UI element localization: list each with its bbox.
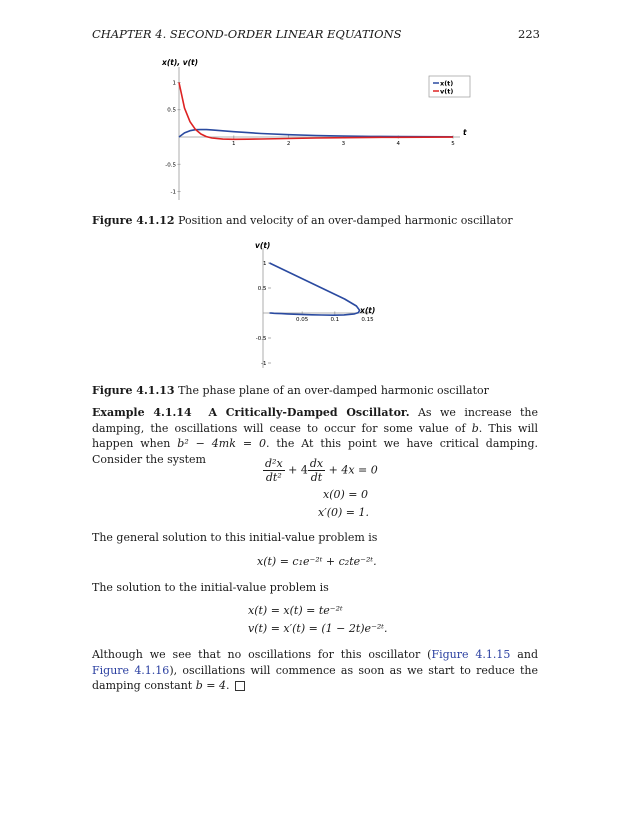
example-label: Example 4.1.14 <box>92 406 192 419</box>
series-line-xt <box>179 130 453 138</box>
qed-square-icon <box>235 681 245 691</box>
y-axis-label: v(t) <box>255 241 271 250</box>
y-tick-label: 1 <box>172 80 176 87</box>
x-tick-label: 0.15 <box>361 317 374 323</box>
y-tick-label: -1 <box>261 361 267 367</box>
critical-condition: b² − 4mk = 0 <box>177 437 266 450</box>
example-text-3: . the At this point we have critical damping. Consider the system <box>92 437 538 466</box>
general-solution-equation: x(t) = c₁e⁻²ᵗ + c₂te⁻²ᵗ. <box>257 555 377 568</box>
figure-label-1: Figure 4.1.12 <box>92 214 175 227</box>
figure-link-4-1-15[interactable]: Figure 4.1.15 <box>431 648 511 661</box>
x-tick-label: 4 <box>396 141 400 147</box>
page-number: 223 <box>518 27 540 41</box>
y-tick-label: 1 <box>263 261 267 267</box>
eq-coefficient: + 4 <box>284 463 308 477</box>
eq-rest: + 4x = 0 <box>325 463 378 477</box>
chart-phase-plane <box>250 238 395 373</box>
x-tick-label: 0.1 <box>330 317 340 323</box>
first-derivative <box>308 457 325 484</box>
y-tick-label: -1 <box>170 189 176 196</box>
fraction-numerator: d²x <box>265 457 283 470</box>
x-axis-label: t <box>463 128 467 137</box>
damping-constant: b = 4 <box>195 679 226 692</box>
fraction-numerator: dx <box>309 457 324 470</box>
x-axis-label: x(t) <box>360 306 376 315</box>
legend-label-v: v(t) <box>440 87 454 96</box>
second-derivative <box>263 457 285 484</box>
fraction-denominator: dt² <box>265 471 282 484</box>
y-tick-label: -0.5 <box>165 162 176 169</box>
y-tick-label: 0.5 <box>167 107 176 114</box>
general-solution-text: The general solution to this initial-value problem is <box>92 531 378 544</box>
closing-text-3: ), oscillations will commence as soon as we start to reduce the damping constant <box>92 663 538 692</box>
closing-text-5: . <box>225 679 230 692</box>
x-tick-label: 5 <box>451 141 455 147</box>
y-axis-label: x(t), v(t) <box>162 58 199 67</box>
figure-link-4-1-16[interactable]: Figure 4.1.16 <box>92 663 170 677</box>
chart-position-velocity <box>150 55 480 205</box>
solution-velocity: v(t) = x′(t) = (1 − 2t)e⁻²ᵗ. <box>248 622 388 635</box>
series-line-phase <box>270 263 360 315</box>
initial-condition-1: x(0) = 0 <box>323 488 368 501</box>
example-title: A Critically-Damped Oscillator. <box>208 406 410 419</box>
figure-caption-2 <box>92 384 489 397</box>
y-tick-label: -0.5 <box>255 336 267 342</box>
page-header <box>92 27 540 43</box>
x-tick-label: 0.05 <box>296 317 309 323</box>
figure-text-1: Position and velocity of an over-damped harmonic oscillator <box>178 214 513 227</box>
closing-paragraph <box>92 647 538 694</box>
differential-equation <box>263 457 378 484</box>
solution-position: x(t) = x(t) = te⁻²ᵗ <box>248 604 343 617</box>
example-text-1: As we increase the damping, the oscillations will cease to occur for some value of <box>92 406 539 435</box>
figure-caption-1 <box>92 214 513 227</box>
figure-text-2: The phase plane of an over-damped harmonic oscillator <box>178 384 489 397</box>
legend-label-x: x(t) <box>440 79 454 88</box>
figure-label-2: Figure 4.1.13 <box>92 384 175 397</box>
fraction-denominator: dt <box>310 471 323 484</box>
chapter-title: CHAPTER 4. SECOND-ORDER LINEAR EQUATIONS <box>92 27 402 41</box>
example-var-b: b <box>471 421 479 435</box>
example-text-2: . This will happen when <box>92 421 539 450</box>
closing-text-2: and <box>510 648 538 661</box>
x-tick-label: 2 <box>286 141 291 147</box>
closing-text-1: Although we see that no oscillations for this oscillator ( <box>92 648 432 661</box>
solution-text: The solution to the initial-value problem is <box>92 581 329 594</box>
initial-condition-2: x′(0) = 1. <box>318 506 369 519</box>
x-tick-label: 3 <box>341 141 346 147</box>
y-tick-label: 0.5 <box>257 286 267 292</box>
chart-legend <box>429 76 470 97</box>
x-tick-label: 1 <box>232 141 236 147</box>
